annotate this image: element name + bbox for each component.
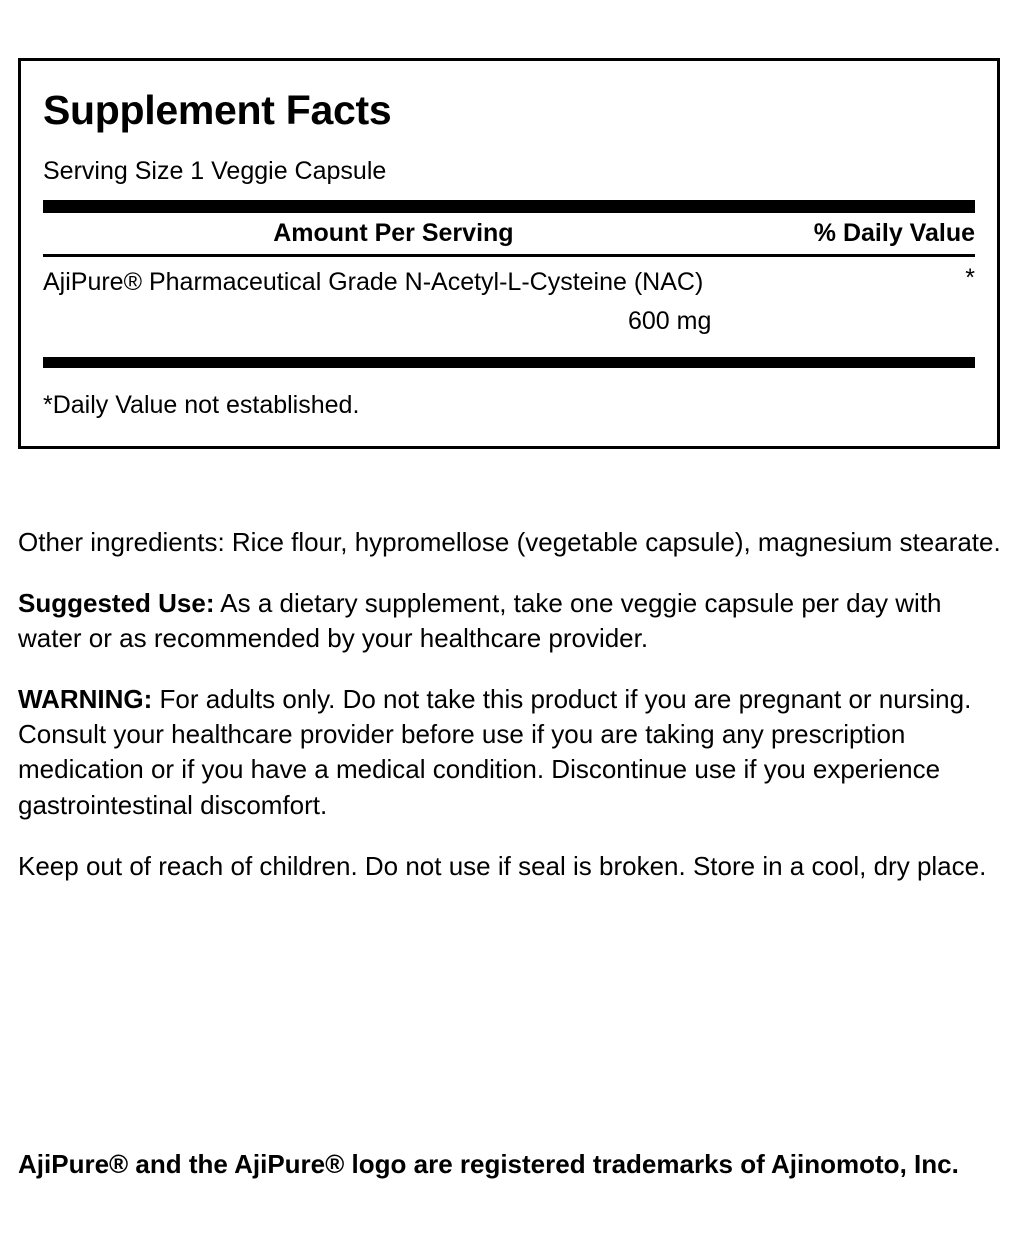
label-body-copy	[18, 525, 1003, 884]
warning-label: WARNING:	[18, 684, 153, 715]
other-ingredients-text: Other ingredients: Rice flour, hypromellose (vegetable capsule), magnesium stearate.	[18, 527, 1001, 557]
warning-text: For adults only. Do not take this product if you are pregnant or nursing. Consult your healthcare provider before use if you are taking any prescription medication or if you have a medical condition. Discontinue use if you experience gastrointestinal discomfort.	[18, 684, 972, 820]
facts-column-headers	[43, 213, 975, 254]
warning-paragraph	[18, 682, 1003, 822]
suggested-use-paragraph	[18, 586, 1003, 656]
storage-text: Keep out of reach of children. Do not use if seal is broken. Store in a cool, dry place.	[18, 850, 987, 881]
daily-value-footnote: *Daily Value not established.	[43, 390, 360, 419]
column-header-amount-per-serving: Amount Per Serving	[273, 218, 514, 247]
divider-thick-top	[43, 200, 975, 213]
ingredient-daily-value: *	[965, 263, 975, 292]
trademark-notice: AjiPure® and the AjiPure® logo are registered trademarks of Ajinomoto, Inc.	[18, 1149, 959, 1179]
supplement-facts-panel	[18, 58, 1000, 449]
page-title: Supplement Facts	[43, 87, 392, 133]
ingredient-amount: 600 mg	[628, 306, 712, 335]
serving-size-text: Serving Size 1 Veggie Capsule	[43, 157, 387, 186]
ingredient-name: AjiPure® Pharmaceutical Grade N-Acetyl-L-Cysteine (NAC)	[43, 267, 704, 296]
table-row	[43, 257, 975, 357]
column-header-percent-daily-value: % Daily Value	[813, 218, 975, 247]
suggested-use-label: Suggested Use:	[18, 588, 215, 619]
divider-thick-bottom	[43, 357, 975, 368]
suggested-use-text: As a dietary supplement, take one veggie capsule per day with water or as recommended by your healthcare provider.	[18, 588, 942, 654]
